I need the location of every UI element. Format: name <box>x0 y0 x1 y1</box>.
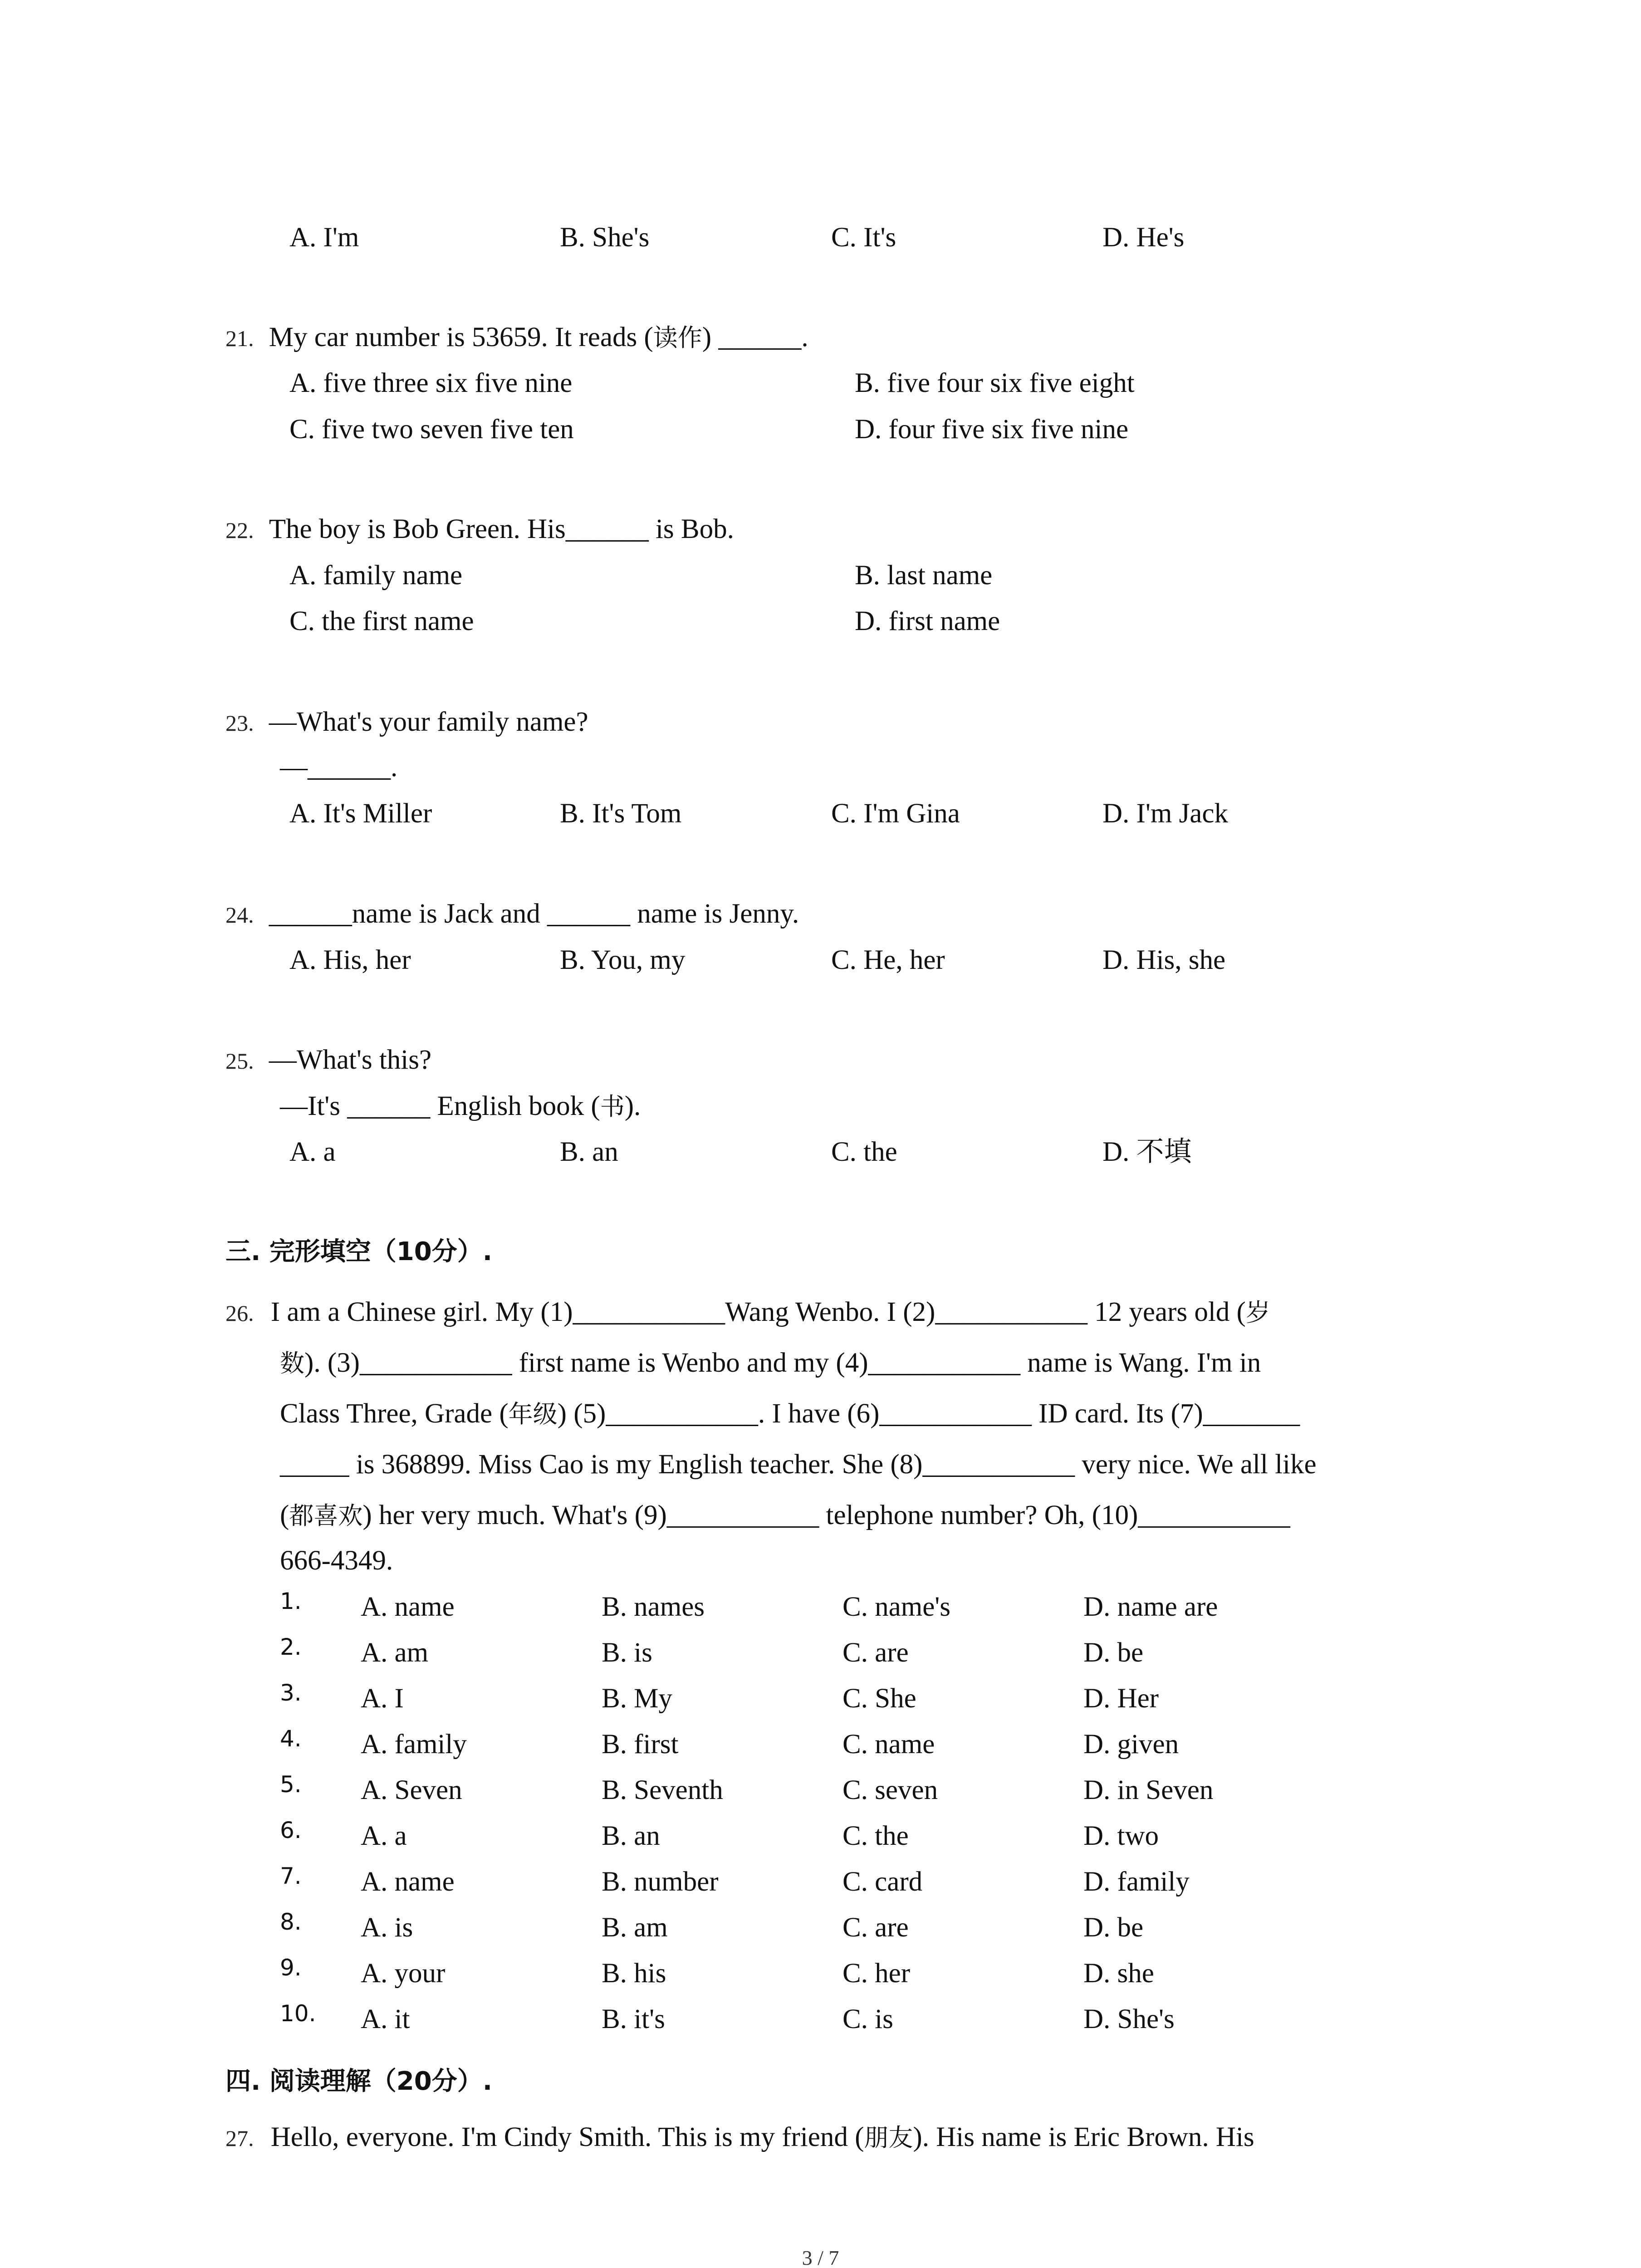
q26-option-a: A. Seven <box>361 1775 462 1805</box>
q26-option-d: D. given <box>1083 1729 1179 1760</box>
q21-stem-end: ) ______. <box>702 322 808 352</box>
q26-option-c: C. She <box>843 1683 916 1714</box>
q26-passage-line-2 <box>280 1346 1261 1379</box>
q20-option-d: D. He's <box>1102 222 1185 253</box>
q26-row-number: 1. <box>280 1588 302 1614</box>
q26-option-c: C. card <box>843 1867 923 1897</box>
q21-number: 21. <box>225 326 254 351</box>
q26-option-c: C. seven <box>843 1775 938 1805</box>
q20-option-b: B. She's <box>560 222 650 253</box>
q22-option-d: D. first name <box>855 606 1000 636</box>
q26-p3-cjk: 年级 <box>508 1400 558 1428</box>
q26-p3-text-b: ) (5)___________. I have (6)___________ ID card. Its (7)_______ <box>557 1398 1300 1429</box>
q25-option-d: D. 不填 <box>1102 1137 1192 1167</box>
q26-option-c: C. are <box>843 1637 909 1668</box>
q26-p5-text: ) her very much. What's (9)___________ telephone number? Oh, (10)___________ <box>362 1500 1290 1530</box>
q22-number: 22. <box>225 518 254 543</box>
q26-option-c: C. name's <box>843 1592 951 1622</box>
q26-row-number: 4. <box>280 1725 302 1752</box>
q26-option-b: B. My <box>602 1683 672 1714</box>
q26-option-a: A. your <box>361 1958 446 1989</box>
q24-stem-text: ______name is Jack and ______ name is Jenny. <box>269 899 799 929</box>
q24-number: 24. <box>225 902 254 928</box>
q27-text-a: Hello, everyone. I'm Cindy Smith. This is my friend ( <box>270 2122 864 2152</box>
page-number: 3 / 7 <box>802 2246 839 2268</box>
q25-line2-end: ). <box>624 1091 641 1121</box>
q21-stem <box>225 321 808 354</box>
q26-option-d: D. two <box>1083 1821 1159 1851</box>
q26-p2-text: ). (3)___________ first name is Wenbo and my (4)___________ name is Wang. I'm in <box>304 1348 1261 1378</box>
q26-option-c: C. name <box>843 1729 935 1760</box>
q21-option-a: A. five three six five nine <box>289 368 573 398</box>
q21-option-b: B. five four six five eight <box>855 368 1135 398</box>
q23-stem <box>225 705 588 738</box>
q26-option-c: C. her <box>843 1958 911 1989</box>
q27-text-b: ). His name is Eric Brown. His <box>913 2122 1254 2152</box>
q22-option-c: C. the first name <box>289 606 474 636</box>
q22-stem-text: The boy is Bob Green. His______ is Bob. <box>269 514 734 544</box>
q24-option-a: A. His, her <box>289 945 411 975</box>
q26-option-d: D. She's <box>1083 2004 1175 2034</box>
q26-option-d: D. family <box>1083 1867 1190 1897</box>
q23-option-a: A. It's Miller <box>289 798 432 829</box>
q23-option-c: C. I'm Gina <box>831 798 960 829</box>
q26-option-d: D. in Seven <box>1083 1775 1214 1805</box>
q26-option-a: A. family <box>361 1729 467 1760</box>
q26-option-b: B. is <box>602 1637 652 1668</box>
q26-option-b: B. am <box>602 1912 668 1943</box>
q26-option-a: A. name <box>361 1867 455 1897</box>
q26-p1-text: I am a Chinese girl. My (1)___________Wang Wenbo. I (2)___________ 12 years old ( <box>270 1297 1246 1327</box>
q25-line2-text: —It's ______ English book ( <box>280 1091 600 1121</box>
q26-passage-line-6: 666-4349. <box>280 1545 393 1576</box>
q22-stem <box>225 513 734 546</box>
q26-option-a: A. I <box>361 1683 404 1714</box>
q26-p5-open: ( <box>280 1500 289 1530</box>
q26-passage-line-5 <box>280 1499 1290 1532</box>
q20-option-a: A. I'm <box>289 222 359 253</box>
q21-option-c: C. five two seven five ten <box>289 414 574 445</box>
q25-stem <box>225 1043 431 1076</box>
q23-stem-text: —What's your family name? <box>269 707 588 737</box>
q26-row-number: 5. <box>280 1771 302 1798</box>
q26-option-d: D. be <box>1083 1912 1144 1943</box>
q26-option-c: C. is <box>843 2004 893 2034</box>
q26-option-a: A. name <box>361 1592 455 1622</box>
q26-p1-cjk: 岁 <box>1245 1298 1270 1327</box>
q24-option-d: D. His, she <box>1102 945 1226 975</box>
q24-option-c: C. He, her <box>831 945 945 975</box>
q26-row-number: 2. <box>280 1634 302 1660</box>
q26-option-b: B. an <box>602 1821 660 1851</box>
q26-option-d: D. name are <box>1083 1592 1218 1622</box>
q25-number: 25. <box>225 1048 254 1074</box>
q21-stem-cjk: 读作 <box>653 323 702 352</box>
q26-option-a: A. a <box>361 1821 407 1851</box>
q23-option-d: D. I'm Jack <box>1102 798 1228 829</box>
q26-option-d: D. be <box>1083 1637 1144 1668</box>
q25-option-c: C. the <box>831 1137 897 1167</box>
q26-p3-text-a: Class Three, Grade ( <box>280 1398 509 1429</box>
q26-option-b: B. names <box>602 1592 705 1622</box>
q26-option-c: C. the <box>843 1821 909 1851</box>
q22-option-a: A. family name <box>289 560 463 591</box>
q27-passage-line-1 <box>225 2121 1254 2154</box>
q26-option-a: A. am <box>361 1637 429 1668</box>
section-3-heading: 三. 完形填空（10分）. <box>225 1237 492 1266</box>
q26-p5-cjk: 都喜欢 <box>289 1501 363 1530</box>
q24-option-b: B. You, my <box>560 945 686 975</box>
q26-option-a: A. is <box>361 1912 413 1943</box>
q24-stem <box>225 897 799 930</box>
q26-option-b: B. it's <box>602 2004 665 2034</box>
q26-option-c: C. are <box>843 1912 909 1943</box>
q26-option-b: B. number <box>602 1867 719 1897</box>
q26-row-number: 6. <box>280 1817 302 1843</box>
q26-option-d: D. Her <box>1083 1683 1159 1714</box>
q25-line2-cjk: 书 <box>600 1092 625 1121</box>
q26-passage-line-4: _____ is 368899. Miss Cao is my English teacher. She (8)___________ very nice. We all like <box>280 1449 1317 1480</box>
q23-answer-line: —______. <box>280 752 398 782</box>
q26-row-number: 3. <box>280 1680 302 1706</box>
q21-stem-text: My car number is 53659. It reads ( <box>269 322 653 352</box>
q27-number: 27. <box>225 2126 254 2151</box>
q26-passage-line-3 <box>280 1397 1300 1430</box>
q26-row-number: 10. <box>280 2000 316 2027</box>
q22-option-b: B. last name <box>855 560 993 591</box>
q26-row-number: 7. <box>280 1863 302 1889</box>
q26-row-number: 8. <box>280 1909 302 1935</box>
section-4-heading: 四. 阅读理解（20分）. <box>225 2067 492 2096</box>
q25-line2 <box>280 1090 641 1123</box>
q25-option-b: B. an <box>560 1137 618 1167</box>
q27-text-cjk: 朋友 <box>864 2123 913 2152</box>
q25-option-a: A. a <box>289 1137 336 1167</box>
q20-option-c: C. It's <box>831 222 896 253</box>
q26-row-number: 9. <box>280 1955 302 1981</box>
q26-option-b: B. Seventh <box>602 1775 723 1805</box>
q25-stem-text: —What's this? <box>269 1045 432 1075</box>
q23-option-b: B. It's Tom <box>560 798 682 829</box>
q26-option-a: A. it <box>361 2004 410 2034</box>
q26-option-b: B. first <box>602 1729 679 1760</box>
q26-option-d: D. she <box>1083 1958 1154 1989</box>
q26-p2-cjk: 数 <box>280 1349 304 1378</box>
q21-option-d: D. four five six five nine <box>855 414 1129 445</box>
q23-number: 23. <box>225 710 254 736</box>
q26-number: 26. <box>225 1300 254 1326</box>
q26-passage-line-1 <box>225 1295 1270 1329</box>
q26-option-b: B. his <box>602 1958 666 1989</box>
